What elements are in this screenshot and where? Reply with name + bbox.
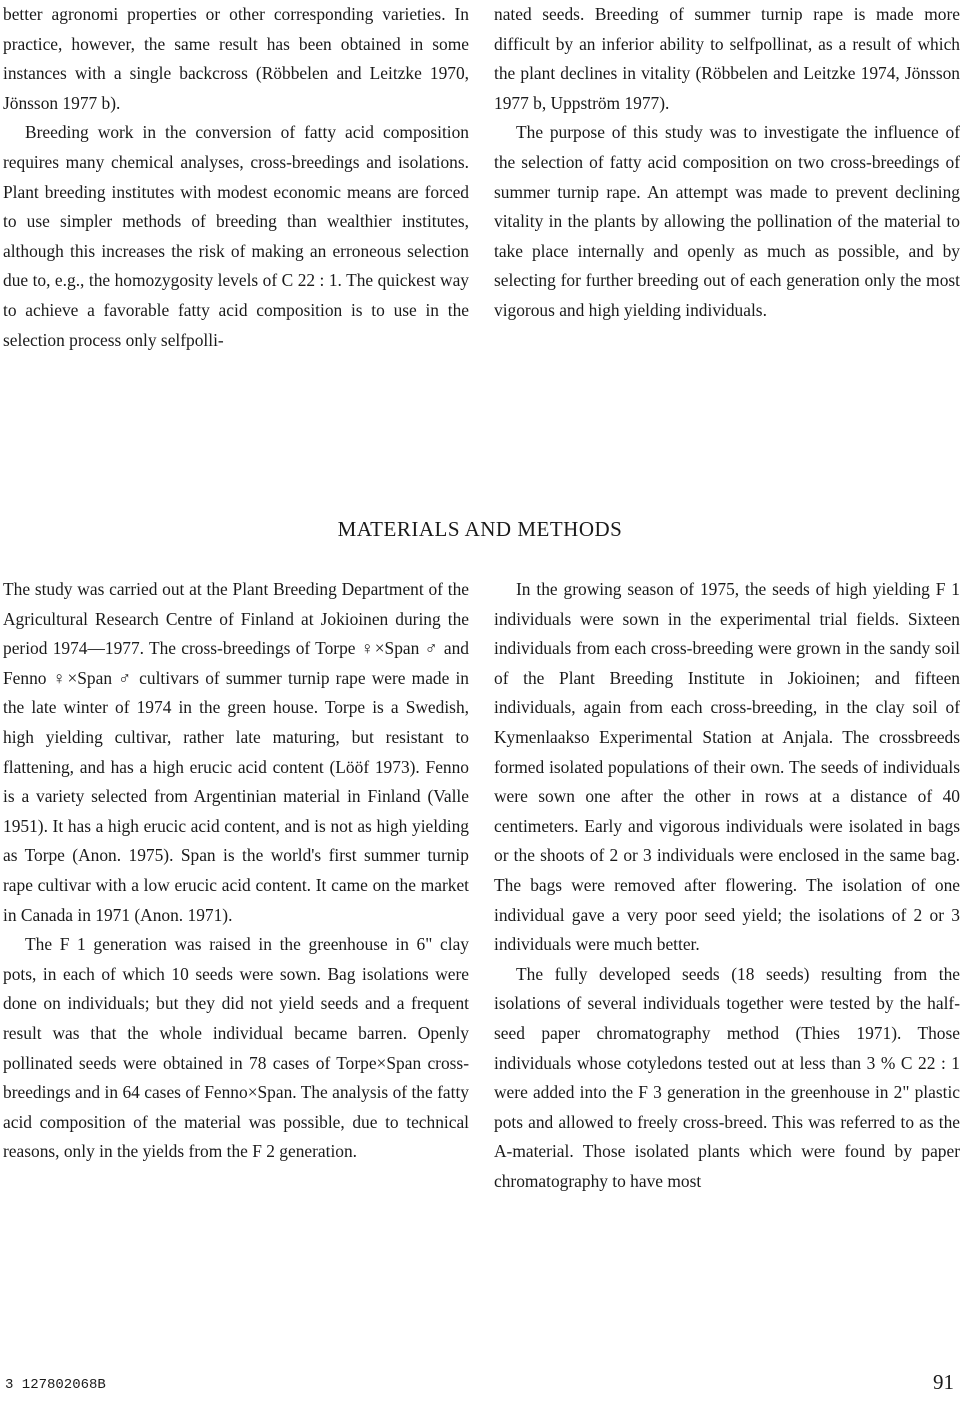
paragraph: The F 1 generation was raised in the greenhouse in 6" clay pots, in each of which 10 seeds were sown. Bag isolations were done on individuals; but they did not yield seeds and a frequent result was that the whole individual became barren. Openly pollinated seeds were obtained in 78 cases of Torpe×Span cross-breedings and in 64 cases of Fenno×Span. The analysis of the fatty acid composition of the material was possible, due to technical reasons, only in the yields from the F 2 generation. — [3, 934, 469, 1162]
paragraph: The purpose of this study was to investigate the influence of the selection of fatty acid composition on two cross-breedings of summer turnip rape. An attempt was made to prevent declining vitality in the plants by allowing the pollination of the material to take place internally and openly as much as possible, and by selecting for further breeding out of each generation only the most vigorous and high yielding individuals. — [494, 122, 960, 320]
paragraph: The fully developed seeds (18 seeds) resulting from the isolations of several individuals together were tested by the half-seed paper chromatography method (Thies 1971). Those individuals whose cotyledons tested out at less than 3 % C 22 : 1 were added into the F 3 generation in the greenhouse in 2" plastic pots and allowed to freely cross-breed. This was referred to as the A-material. Those isolated plants which were found by paper chromatography to have most — [494, 963, 960, 1191]
bottom-left-column — [3, 575, 469, 1167]
paragraph: Breeding work in the conversion of fatty acid composition requires many chemical analyses, cross-breedings and isolations. Plant breeding institutes with modest economic means are forced to use simpler methods of breeding than wealthier institutes, although this increases the risk of making an erroneous selection due to, e.g., the homozygosity levels of C 22 : 1. The quickest way to achieve a favorable fatty acid composition is to use in the selection process only selfpolli- — [3, 122, 469, 350]
paragraph: better agronomi properties or other corresponding varieties. In practice, however, the same result has been obtained in some instances with a single backcross (Röbbelen and Leitzke 1970, Jönsson 1977 b). — [3, 4, 469, 113]
print-code: 3 127802068B — [5, 1377, 106, 1393]
paragraph: In the growing season of 1975, the seeds of high yielding F 1 individuals were sown in the experimental trial fields. Sixteen individuals from each cross-breeding were grown in the sandy soil of the Plant Breeding Institute in Jokioinen; and fifteen individuals, again from each cross-breeding, in the clay soil of Kymenlaakso Experimental Station at Anjala. The crossbreeds formed isolated populations of their own. The seeds of individuals were sown one after the other in rows at a distance of 40 centimeters. Early and vigorous individuals were isolated in bags or the shoots of 2 or 3 individuals were enclosed in the same bag. The bags were removed after flowering. The isolation of one individual gave a very poor seed yield; the isolations of 2 or 3 individuals were much better. — [494, 579, 960, 955]
bottom-right-column — [494, 575, 960, 1196]
top-right-column — [494, 0, 960, 326]
section-heading: MATERIALS AND METHODS — [337, 517, 623, 541]
top-left-column — [3, 0, 469, 355]
page-number: 91 — [933, 1370, 954, 1394]
paragraph: The study was carried out at the Plant Breeding Department of the Agricultural Research Centre of Finland at Jokioinen during the period 1974—1977. The cross-breedings of Torpe ♀×Span ♂ and Fenno ♀×Span ♂ cultivars of summer turnip rape were made in the late winter of 1974 in the green house. Torpe is a Swedish, high yielding cultivar, rather late maturing, but resistant to flattening, and has a high erucic acid content (Lööf 1973). Fenno is a variety selected from Argentinian material in Finland (Valle 1951). It has a high erucic acid content, and is not as high yielding as Torpe (Anon. 1975). Span is the world's first summer turnip rape cultivar with a low erucic acid content. It came on the market in Canada in 1971 (Anon. 1971). — [3, 579, 469, 925]
paragraph: nated seeds. Breeding of summer turnip rape is made more difficult by an inferior ability to selfpollinat, as a result of which the plant declines in vitality (Röbbelen and Leitzke 1974, Jönsson 1977 b, Uppström 1977). — [494, 4, 960, 113]
